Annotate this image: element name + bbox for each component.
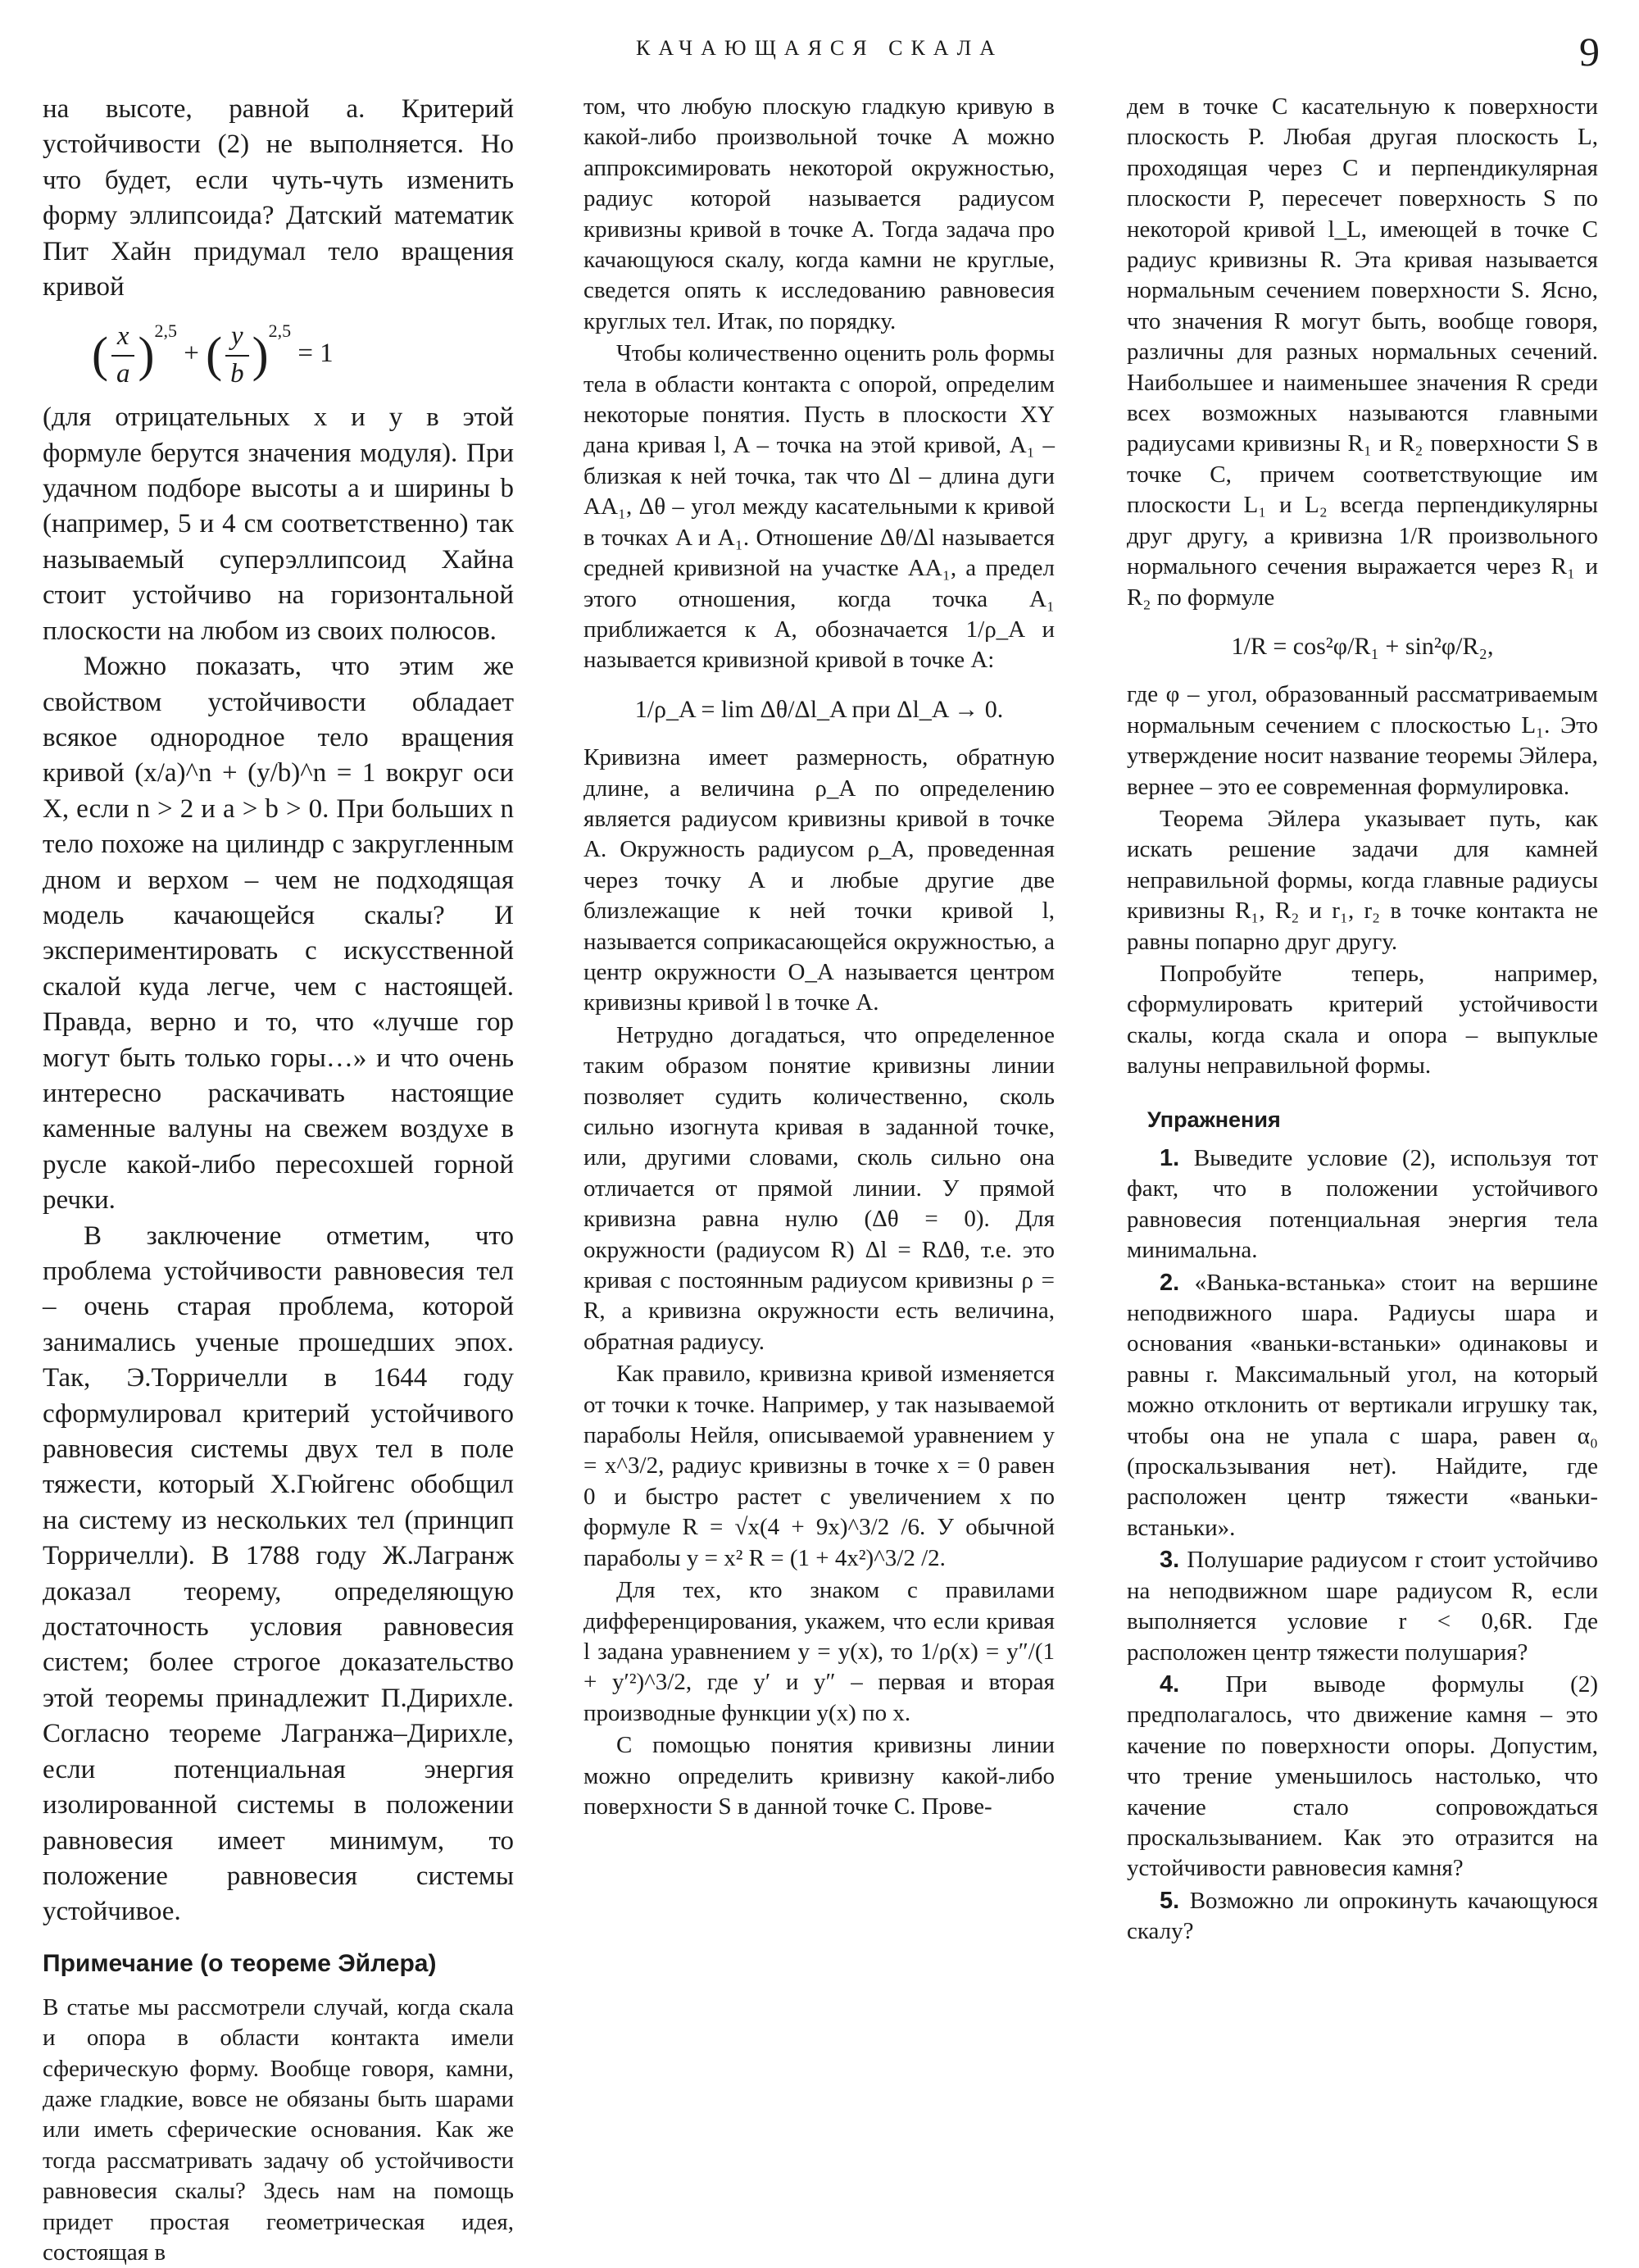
- page-number: 9: [1579, 29, 1600, 75]
- exercise-number: 5.: [1160, 1887, 1180, 1914]
- paragraph: В статье мы рассмотрели случай, когда скала и опора в области контакта имели сферическую форму. Вообще говоря, камни, даже гладкие, вовсе не обязаны быть шарами или иметь сферические основания. Как же тогда рассматривать задачу об устойчивости равновесия скалы? Здесь нам на помощь придет простая геометрическая идея, состоящая в: [43, 1993, 514, 2266]
- column-2: [583, 92, 1055, 1822]
- exercise-number: 4.: [1160, 1670, 1180, 1698]
- formula-exponent: 2,5: [268, 320, 292, 342]
- paragraph: где φ – угол, образованный рассматриваемым нормальным сечением с плоскостью L₁. Это утверждение носит название теоремы Эйлера, вернее – это ее современная формулировка.: [1127, 681, 1598, 800]
- paragraph: В заключение отметим, что проблема устойчивости равновесия тел – очень старая проблема, которой занимались ученые прошедших эпох. Так, Э.Торричелли в 1644 году сформулировал критерий устойчивого равновесия системы двух тел в поле тяжести, который Х.Гюйгенс обобщил на систему из нескольких тел (принцип Торричелли). В 1788 году Ж.Лагранж доказал теорему, определяющую достаточность условия равновесия систем; более строгое доказательство этой теоремы принадлежит П.Дирихле. Согласно теореме Лагранжа–Дирихле, если потенциальная энергия изолированной системы в положении равновесия имеет минимум, то положение равновесия системы устойчивое.: [43, 1220, 514, 1927]
- exercise-text: Выведите условие (2), используя тот факт, что в положении устойчивого равновесия потенциальная энергия тела минимальна.: [1127, 1145, 1598, 1264]
- formula-curvature: 1/ρ_A = lim Δθ/Δl_A при Δl_A → 0.: [634, 695, 1004, 723]
- formula-b: b: [230, 358, 244, 389]
- formula-y: y: [225, 319, 249, 356]
- column-1: [43, 92, 514, 2268]
- paragraph: на высоте, равной a. Критерий устойчивости (2) не выполняется. Но что будет, если чуть-чуть изменить форму эллипсоида? Датский математик Пит Хайн придумал тело вращения кривой: [43, 94, 514, 302]
- exercise-text: Возможно ли опрокинуть качающуюся скалу?: [1127, 1887, 1598, 1945]
- paragraph: Попробуйте теперь, например, сформулировать критерий устойчивости скалы, когда скала и опора – выпуклые валуны неправильной формы.: [1127, 960, 1598, 1079]
- exercise-item: [1127, 1268, 1598, 1544]
- paragraph: Можно показать, что этим же свойством устойчивости обладает всякое однородное тело вращения кривой (x/a)^n + (y/b)^n = 1 вокруг оси X, если n > 2 и a > b > 0. При больших n тело похоже на цилиндр с закругленным дном и верхом – чем не подходящая модель качающейся скалы? И экспериментировать с искусственной скалой куда легче, чем с настоящей. Правда, верно и то, что «лучше гор могут быть только горы…» и что очень интересно раскачивать настоящие каменные валуны на свежем воздухе в русле какой-либо пересохшей горной речки.: [43, 652, 514, 1216]
- exercise-number: 3.: [1160, 1547, 1180, 1574]
- paragraph: Как правило, кривизна кривой изменяется от точки к точке. Например, у так называемой параболы Нейля, описываемой уравнением y = x^3/2, радиус кривизны в точке x = 0 равен 0 и быстро растет с увеличением x по формуле R = √x(4 + 9x)^3/2 /6. У обычной параболы y = x² R = (1 + 4x²)^3/2 /2.: [583, 1361, 1055, 1571]
- exercise-text: При выводе формулы (2) предполагалось, что движение камня – это качение по поверхности опоры. Допустим, что трение уменьшилось настолько, что качение стало сопровождаться проскальзыванием. Как это отразится на устойчивости равновесия камня?: [1127, 1670, 1598, 1882]
- exercise-number: 1.: [1160, 1145, 1180, 1171]
- exercise-text: «Ванька-встанька» стоит на вершине неподвижного шара. Радиусы шара и основания «ваньки-встаньки» одинаковы и равны r. Максимальный угол, на который можно отклонить от вертикали игрушку так, чтобы она не упала с шара, равен α₀ (проскальзывания нет). Найдите, где расположен центр тяжести «ваньки-встаньки».: [1127, 1269, 1598, 1541]
- formula-superellipse: ( $\frac{x}{a}$ )$^{2,5}$ + ( $\frac{y}{b}$ )$^{2,5}$ = 1: [92, 313, 514, 392]
- note-heading: Примечание (о теореме Эйлера): [43, 1949, 437, 1977]
- exercise-item: [1127, 1886, 1598, 1948]
- exercise-item: [1127, 1545, 1598, 1668]
- running-title: КАЧАЮЩАЯСЯ СКАЛА: [636, 36, 1003, 60]
- paragraph: дем в точке C касательную к поверхности плоскость P. Любая другая плоскость L, проходящая через C и перпендикулярная плоскости P, пересечет поверхность S по некоторой кривой l_L, имеющей в точке C радиус кривизны R. Эта кривая называется нормальным сечением поверхности S. Ясно, что значения R могут быть, вообще говоря, различны для разных нормальных сечений. Наибольшее и наименьшее значения R среди всех возможных называются главными радиусами кривизны R₁ и R₂ поверхности S в точке C, причем соответствующие им плоскости L₁ и L₂ всегда перпендикулярны друг другу, а кривизна 1/R произвольного нормального сечения выражается через R₁ и R₂ по формуле: [1127, 93, 1598, 611]
- exercise-text: Полушарие радиусом r стоит устойчиво на неподвижном шаре радиусом R, если выполняется условие r < 0,6R. Где расположен центр тяжести полушария?: [1127, 1547, 1598, 1666]
- paragraph: Теорема Эйлера указывает путь, как искать решение задачи для камней неправильной формы, когда главные радиусы кривизны R₁, R₂ и r₁, r₂ в точке контакта не равны попарно друг другу.: [1127, 805, 1598, 955]
- exercises-heading: Упражнения: [1147, 1107, 1281, 1132]
- paragraph: Чтобы количественно оценить роль формы тела в области контакта с опорой, определим некоторые понятия. Пусть в плоскости XY дана кривая l, A – точка на этой кривой, A₁ – близкая к ней точка, так что Δl – длина дуги AA₁, Δθ – угол между касательными к кривой в точках A и A₁. Отношение Δθ/Δl называется средней кривизной на участке AA₁, а предел этого отношения, когда точка A₁ приближается к A, обозначается 1/ρ_A и называется кривизной кривой в точке A:: [583, 340, 1055, 674]
- formula-x: x: [111, 319, 135, 356]
- paragraph: Для тех, кто знаком с правилами дифференцирования, укажем, что если кривая l задана уравнением y = y(x), то 1/ρ(x) = y″/(1 + y′²)^3/2, где y′ и y″ – первая и вторая производные функции y(x) по x.: [583, 1577, 1055, 1726]
- exercise-item: [1127, 1670, 1598, 1884]
- paragraph: Кривизна имеет размерность, обратную длине, а величина ρ_A по определению является радиусом кривизны кривой в точке A. Окружность радиусом ρ_A, проведенная через точку A и любые другие две близлежащие к ней точки кривой l, называется соприкасающейся окружностью, а центр окружности O_A называется центром кривизны кривой l в точке A.: [583, 744, 1055, 1016]
- column-3: [1127, 92, 1598, 1948]
- exercise-number: 2.: [1160, 1269, 1180, 1296]
- formula-plus: +: [184, 339, 199, 369]
- exercise-item: [1127, 1143, 1598, 1266]
- paragraph: С помощью понятия кривизны линии можно определить кривизну какой-либо поверхности S в данной точке C. Прове-: [583, 1732, 1055, 1820]
- formula-equals: = 1: [297, 339, 334, 369]
- paragraph: Нетрудно догадаться, что определенное таким образом понятие кривизны линии позволяет судить количественно, сколь сильно изогнута кривая в заданной точке, или, другими словами, сколь сильно она отличается от прямой линии. У прямой кривизна равна нулю (Δθ = 0). Для окружности (радиусом R) Δl = RΔθ, т.е. это кривая с постоянным радиусом кривизны ρ = R, а кривизна окружности есть величина, обратная радиусу.: [583, 1021, 1055, 1355]
- paragraph: (для отрицательных x и y в этой формуле берутся значения модуля). При удачном подборе высоты a и ширины b (например, 5 и 4 см соответственно) так называемый суперэллипсоид Хайна стоит устойчиво на горизонтальной плоскости на любом из своих полюсов.: [43, 402, 514, 646]
- formula-a: a: [116, 358, 130, 389]
- paragraph: том, что любую плоскую гладкую кривую в какой-либо произвольной точке A можно аппроксимировать некоторой окружностью, радиус которой называется радиусом кривизны кривой в точке A. Тогда задача про качающуюся скалу, когда камни не круглые, сведется опять к исследованию равновесия круглых тел. Итак, по порядку.: [583, 93, 1055, 334]
- formula-exponent: 2,5: [154, 320, 177, 342]
- formula-euler: 1/R = cos²φ/R₁ + sin²φ/R₂,: [1231, 632, 1494, 660]
